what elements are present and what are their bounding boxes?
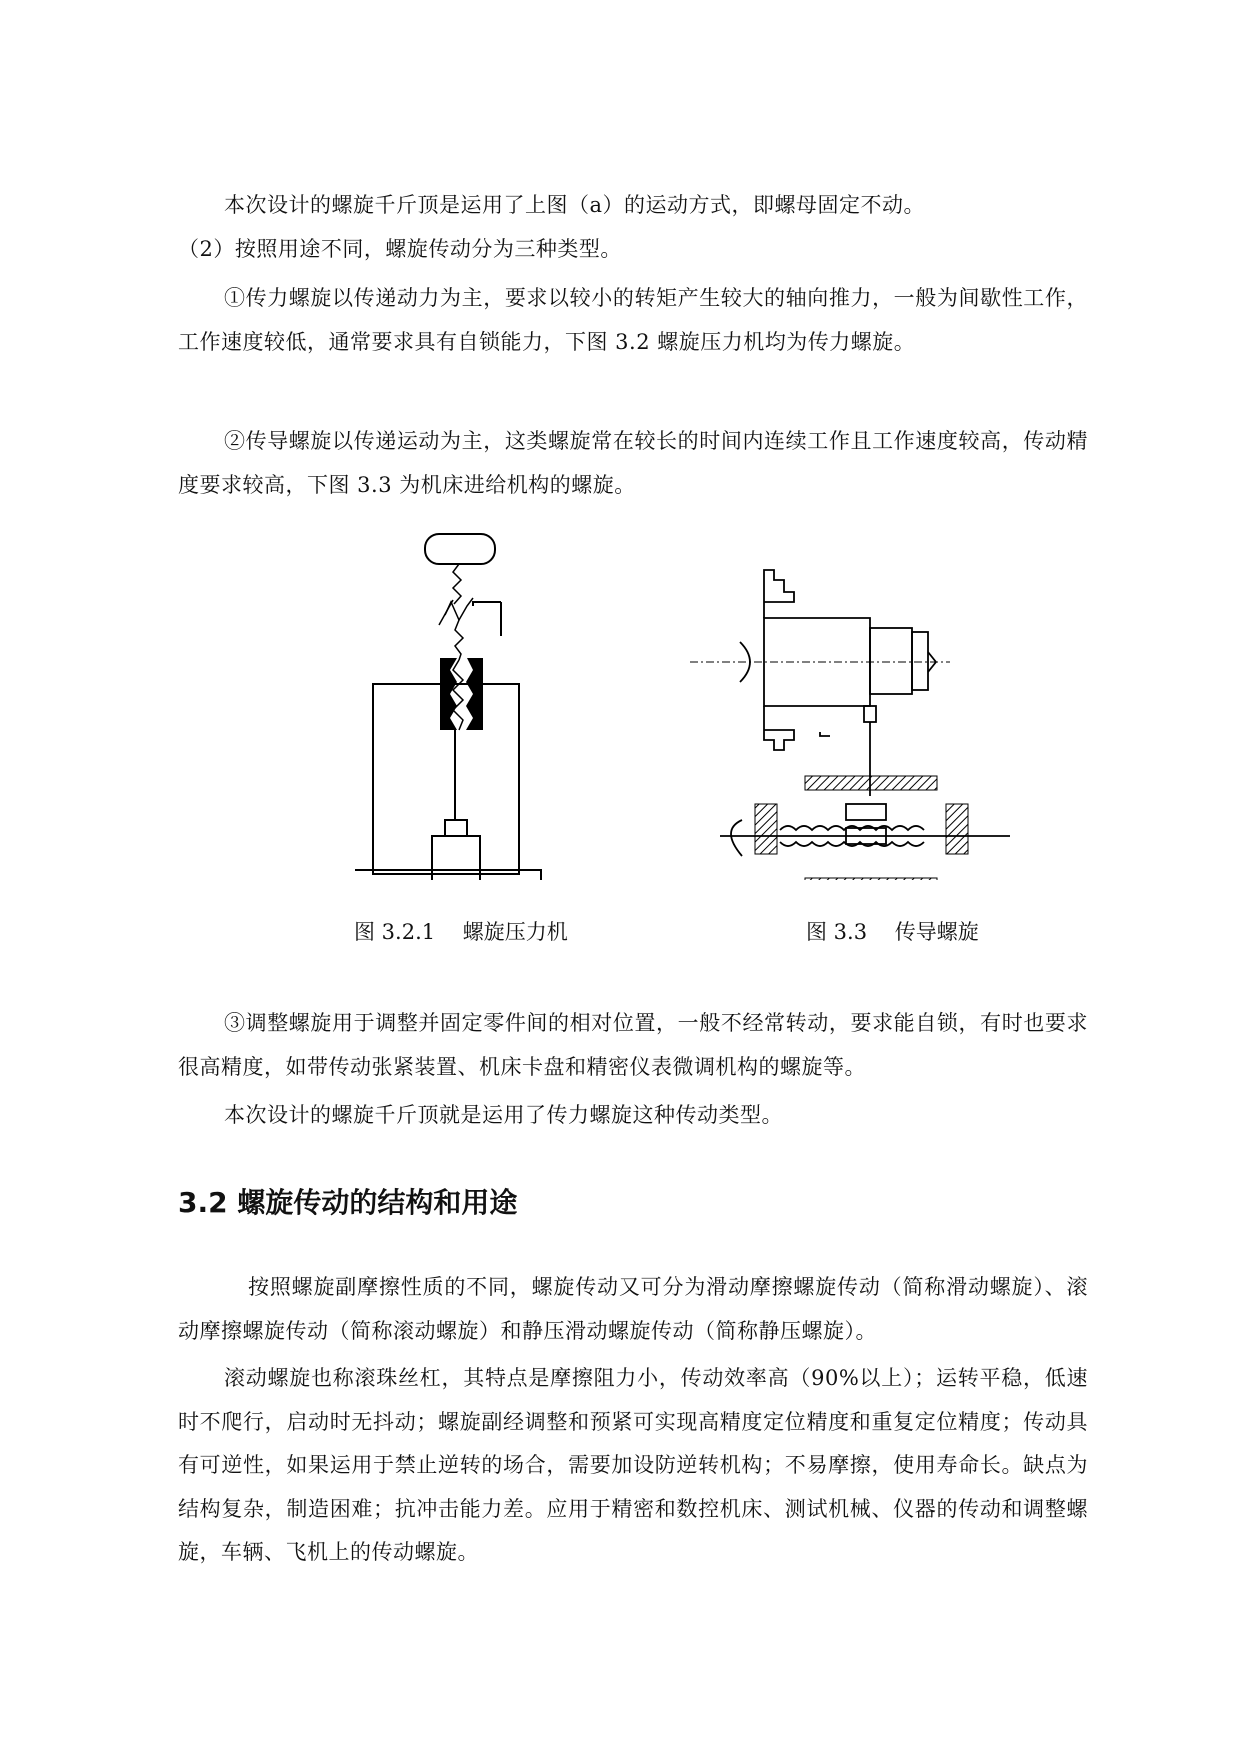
paragraph-7: 按照螺旋副摩擦性质的不同，螺旋传动又可分为滑动摩擦螺旋传动（简称滑动螺旋）、滚动摩擦螺旋传动（简称滚动螺旋）和静压滑动螺旋传动（简称静压螺旋）。 xyxy=(178,1275,1088,1343)
paragraph-1: 本次设计的螺旋千斤顶是运用了上图（a）的运动方式，即螺母固定不动。 xyxy=(224,193,926,217)
figure-caption-lead-screw: 图 3.3 传导螺旋 xyxy=(806,920,979,944)
paragraph-4: ②传导螺旋以传递运动为主，这类螺旋常在较长的时间内连续工作且工作速度较高，传动精度要求较高，下图 3.3 为机床进给机构的螺旋。 xyxy=(178,429,1088,497)
paragraph-3: ①传力螺旋以传递动力为主，要求以较小的转矩产生较大的轴向推力，一般为间歇性工作，工作速度较低，通常要求具有自锁能力，下图 3.2 螺旋压力机均为传力螺旋。 xyxy=(178,286,1088,354)
figure-caption-screw-press: 图 3.2.1 螺旋压力机 xyxy=(354,920,568,944)
paragraph-5: ③调整螺旋用于调整并固定零件间的相对位置，一般不经常转动，要求能自锁，有时也要求很高精度，如带传动张紧装置、机床卡盘和精密仪表微调机构的螺旋等。 xyxy=(178,1011,1088,1079)
section-heading: 3.2 螺旋传动的结构和用途 xyxy=(178,1186,518,1219)
lead-screw-figure xyxy=(680,560,1010,880)
paragraph-2: （2）按照用途不同，螺旋传动分为三种类型。 xyxy=(178,237,622,261)
paragraph-6: 本次设计的螺旋千斤顶就是运用了传力螺旋这种传动类型。 xyxy=(224,1103,783,1127)
screw-press-figure xyxy=(355,520,575,880)
paragraph-8: 滚动螺旋也称滚珠丝杠，其特点是摩擦阻力小，传动效率高（90%以上）；运转平稳，低速时不爬行，启动时无抖动；螺旋副经调整和预紧可实现高精度定位精度和重复定位精度；传动具有可逆性，如果运用于禁止逆转的场合，需要加设防逆转机构；不易摩擦，使用寿命长。缺点为结构复杂，制造困难；抗冲击能力差。应用于精密和数控机床、测试机械、仪器的传动和调整螺旋，车辆、飞机上的传动螺旋。 xyxy=(178,1366,1088,1564)
